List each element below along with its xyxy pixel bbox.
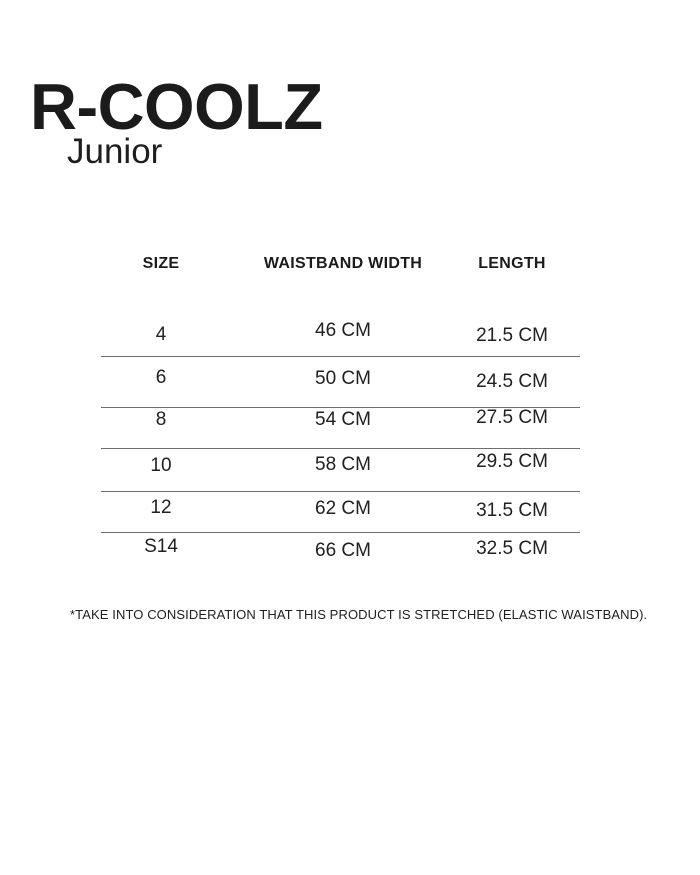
column-header-waistband-width: WAISTBAND WIDTH <box>263 255 423 272</box>
brand-subtitle: Junior <box>67 132 163 171</box>
cell-waistband-width: 62 CM <box>315 498 371 519</box>
table-row <box>70 441 590 489</box>
cell-waistband-width: 50 CM <box>315 368 371 389</box>
cell-size: 10 <box>150 455 172 476</box>
cell-size: 4 <box>155 324 167 345</box>
column-header-size: SIZE <box>142 255 180 272</box>
cell-waistband-width: 58 CM <box>315 454 371 475</box>
size-table <box>70 240 590 580</box>
brand-title: R-COOLZ <box>30 70 323 143</box>
cell-waistband-width: 54 CM <box>315 409 371 430</box>
table-row <box>70 396 590 444</box>
table-row <box>70 309 590 357</box>
cell-length: 27.5 CM <box>476 407 548 428</box>
cell-size: 12 <box>150 497 172 518</box>
cell-length: 24.5 CM <box>476 371 548 392</box>
cell-length: 31.5 CM <box>476 500 548 521</box>
cell-waistband-width: 66 CM <box>315 540 371 561</box>
cell-length: 29.5 CM <box>476 451 548 472</box>
cell-size: 8 <box>155 409 167 430</box>
cell-length: 21.5 CM <box>476 325 548 346</box>
table-header-row <box>70 240 590 288</box>
column-header-length: LENGTH <box>478 255 546 272</box>
cell-waistband-width: 46 CM <box>315 320 371 341</box>
cell-size: S14 <box>144 536 178 557</box>
cell-length: 32.5 CM <box>476 538 548 559</box>
footnote: *TAKE INTO CONSIDERATION THAT THIS PRODUCT IS STRETCHED (ELASTIC WAISTBAND). <box>70 607 648 622</box>
cell-size: 6 <box>155 367 167 388</box>
table-row <box>70 525 590 573</box>
